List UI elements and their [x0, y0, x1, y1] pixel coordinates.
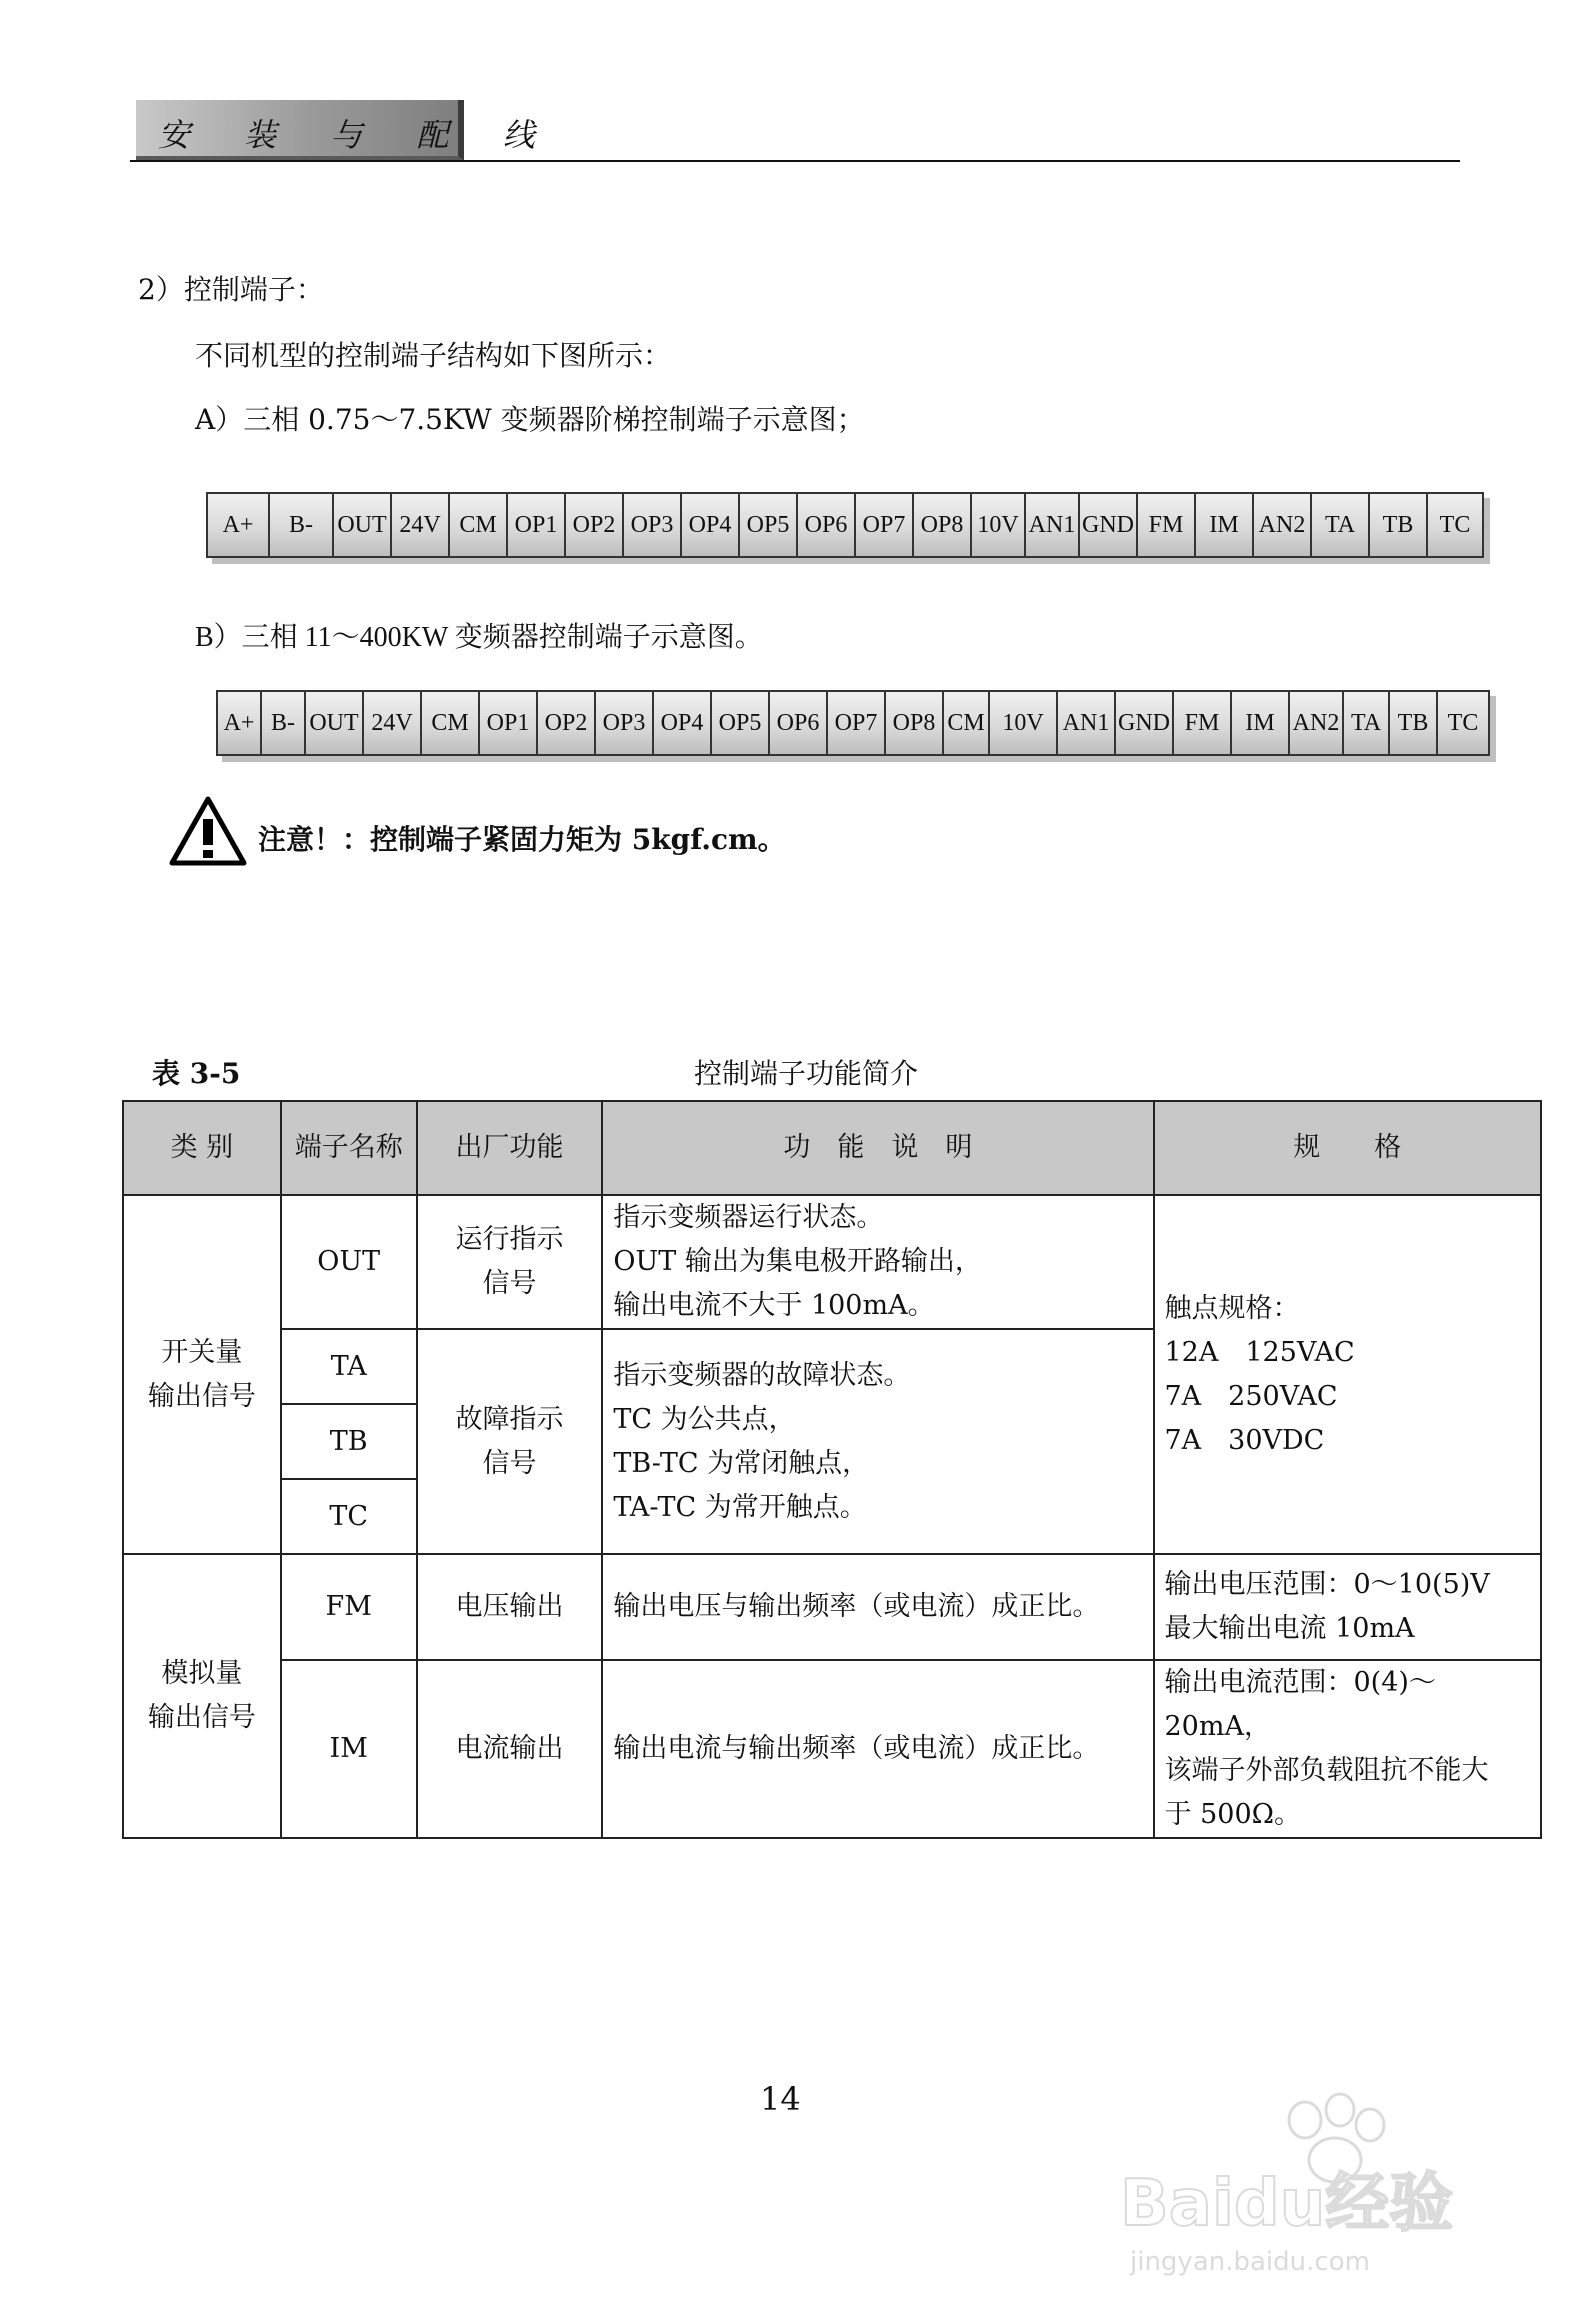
- desc-fm: 输出电压与输出频率（或电流）成正比。: [602, 1554, 1153, 1660]
- func-im: 电流输出: [417, 1660, 603, 1838]
- func-out: 运行指示 信号: [417, 1195, 603, 1329]
- intro-text: 不同机型的控制端子结构如下图所示：: [195, 339, 672, 372]
- baidu-watermark-logo: [1100, 2080, 1500, 2280]
- terminal-cm-cell: CM: [450, 494, 508, 556]
- terminal-10v-cell: 10V: [990, 692, 1058, 754]
- terminal-an1-cell: AN1: [1026, 494, 1080, 556]
- terminal-op6-cell: OP6: [770, 692, 828, 754]
- spec-fm: 输出电压范围：0～10(5)V 最大输出电流 10mA: [1154, 1554, 1542, 1660]
- terminal-op8-cell: OP8: [886, 692, 944, 754]
- terminal-fm-cell: FM: [1138, 494, 1196, 556]
- terminal-24v-cell: 24V: [392, 494, 450, 556]
- terminal-cm-cell: CM: [422, 692, 480, 754]
- watermark-url: jingyan.baidu.com: [1130, 2247, 1370, 2277]
- watermark-brand: Baidu经验: [1120, 2167, 1454, 2241]
- header-spec: 规 格: [1154, 1101, 1542, 1195]
- terminal-10v-cell: 10V: [972, 494, 1026, 556]
- terminal-tc-cell: TC: [1439, 511, 1471, 538]
- page-number: 14: [760, 2080, 801, 2118]
- terminal-op7-cell: OP7: [856, 494, 914, 556]
- terminal-ta-cell: TA: [1344, 692, 1390, 754]
- terminal-function-table: [122, 1100, 1542, 1839]
- terminal-gnd-cell: GND: [1080, 494, 1138, 556]
- terminal-b-cell: B-: [262, 692, 306, 754]
- terminal-a-cell: A+: [208, 494, 270, 556]
- spec-im: 输出电流范围：0(4)～20mA， 该端子外部负载阻抗不能大 于 500Ω。: [1154, 1660, 1542, 1838]
- terminal-op8-cell: OP8: [914, 494, 972, 556]
- desc-fault: 指示变频器的故障状态。 TC 为公共点， TB-TC 为常闭触点， TA-TC 为常开触点。: [602, 1329, 1153, 1554]
- terminal-op5-cell: OP5: [712, 692, 770, 754]
- terminal-im-cell: IM: [1196, 494, 1254, 556]
- terminal-gnd-cell: GND: [1116, 692, 1174, 754]
- terminal-strip-a: [206, 492, 1484, 558]
- terminal-op6-cell: OP6: [798, 494, 856, 556]
- terminal-an2-cell: AN2: [1290, 692, 1344, 754]
- terminal-op2-cell: OP2: [566, 494, 624, 556]
- terminal-strip-b: [216, 690, 1490, 756]
- terminal-an1-cell: AN1: [1058, 692, 1116, 754]
- header-terminal-name: 端子名称: [281, 1101, 417, 1195]
- desc-out: 指示变频器运行状态。 OUT 输出为集电极开路输出， 输出电流不大于 100mA。: [602, 1195, 1153, 1329]
- spec-relay: 触点规格： 12A 125VAC 7A 250VAC 7A 30VDC: [1154, 1195, 1542, 1554]
- terminal-cm-cell: CM: [944, 692, 990, 754]
- terminal-tb-cell: TB: [1370, 494, 1428, 556]
- table-row: [123, 1195, 1541, 1329]
- terminal-an2-cell: AN2: [1254, 494, 1312, 556]
- func-fault: 故障指示 信号: [417, 1329, 603, 1554]
- terminal-op1-cell: OP1: [480, 692, 538, 754]
- terminal-im: IM: [281, 1660, 417, 1838]
- header-category: 类 别: [123, 1101, 281, 1195]
- terminal-fm: FM: [281, 1554, 417, 1660]
- desc-im: 输出电流与输出频率（或电流）成正比。: [602, 1660, 1153, 1838]
- figure-b-caption: B）三相 11～400KW 变频器控制端子示意图。: [195, 622, 763, 653]
- header-description: 功 能 说 明: [602, 1101, 1153, 1195]
- terminal-ta: TA: [281, 1329, 417, 1404]
- terminal-im-cell: IM: [1232, 692, 1290, 754]
- table-row: [123, 1554, 1541, 1660]
- terminal-a-cell: A+: [218, 692, 262, 754]
- table-title: 控制端子功能简介: [694, 1057, 919, 1090]
- terminal-24v-cell: 24V: [364, 692, 422, 754]
- table-row: [123, 1660, 1541, 1838]
- terminal-b-cell: B-: [270, 494, 334, 556]
- terminal-op7-cell: OP7: [828, 692, 886, 754]
- warning-triangle-icon: [168, 795, 248, 867]
- terminal-out-cell: OUT: [334, 494, 392, 556]
- table-label: 表 3-5: [152, 1057, 241, 1090]
- header-rule: [130, 160, 1460, 162]
- section-heading: 2）控制端子：: [138, 273, 324, 306]
- terminal-tb: TB: [281, 1404, 417, 1479]
- warning-text: 注意！：控制端子紧固力矩为 5kgf.cm。: [258, 823, 786, 856]
- terminal-op3-cell: OP3: [624, 494, 682, 556]
- terminal-fm-cell: FM: [1174, 692, 1232, 754]
- terminal-ta-cell: TA: [1312, 494, 1370, 556]
- terminal-tc: TC: [281, 1479, 417, 1554]
- terminal-op1-cell: OP1: [508, 494, 566, 556]
- category-switch-output: 开关量 输出信号: [123, 1195, 281, 1554]
- terminal-out: OUT: [281, 1195, 417, 1329]
- category-analog-output: 模拟量 输出信号: [123, 1554, 281, 1838]
- header-title: 安 装 与 配 线: [158, 116, 557, 154]
- terminal-out-cell: OUT: [306, 692, 364, 754]
- terminal-tc-cell: TC: [1447, 709, 1479, 736]
- func-fm: 电压输出: [417, 1554, 603, 1660]
- terminal-tb-cell: TB: [1390, 692, 1438, 754]
- figure-a-caption: A）三相 0.75～7.5KW 变频器阶梯控制端子示意图；: [195, 403, 865, 436]
- table-header-row: [123, 1101, 1541, 1195]
- terminal-op4-cell: OP4: [682, 494, 740, 556]
- terminal-op3-cell: OP3: [596, 692, 654, 754]
- terminal-op4-cell: OP4: [654, 692, 712, 754]
- terminal-op2-cell: OP2: [538, 692, 596, 754]
- terminal-op5-cell: OP5: [740, 494, 798, 556]
- header-factory-function: 出厂功能: [417, 1101, 603, 1195]
